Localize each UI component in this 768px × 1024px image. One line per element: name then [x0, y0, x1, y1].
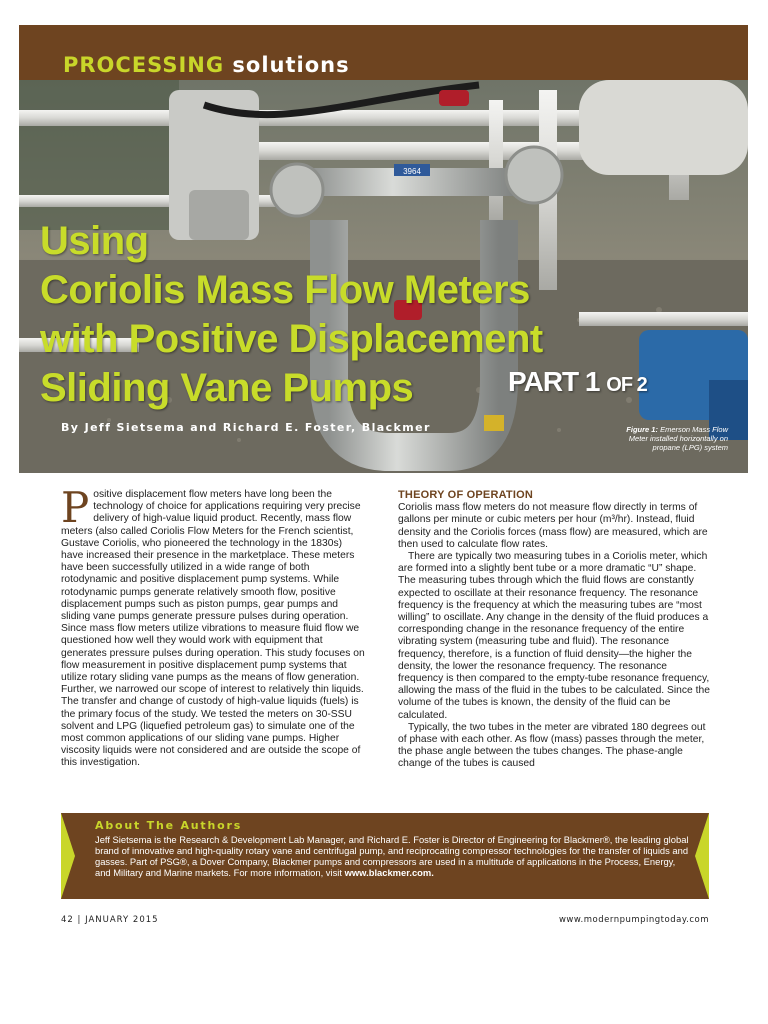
part-label	[508, 366, 647, 398]
about-body: Jeff Sietsema is the Research & Development Lab Manager, and Richard E. Foster is Director of Engineering for Blackmer®, the leading global brand of innovative and high-quality rotary vane and centrifugal pump, and reciprocating compressor technologies for the transfer of liquids and gasses. Part of PSG®, a Dover Company, Blackmer pumps and compressors are used in a multitude of applications in the Process, Energy, and Military and Marine markets. For more information, visit	[95, 834, 689, 878]
intro-column	[61, 483, 365, 770]
about-text	[95, 834, 690, 878]
figure-caption	[620, 425, 728, 452]
title-line: with Positive Displacement	[40, 317, 543, 361]
part-of: OF 2	[606, 374, 647, 396]
about-right-arrow	[695, 813, 709, 899]
byline: By Jeff Sietsema and Richard E. Foster, Blackmer	[61, 421, 431, 434]
about-link[interactable]: www.blackmer.com.	[344, 867, 434, 878]
theory-paragraph-3: Typically, the two tubes in the meter are vibrated 180 degrees out of phase with each other. As flow (mass) passes through the meter, the phase angle between the tubes changes. The phase-angle change of the tubes is caused	[398, 721, 706, 770]
part-number: PART 1	[508, 366, 600, 397]
theory-paragraph-1: Coriolis mass flow meters do not measure flow directly in terms of gallons per minute or cubic meters per hour (m³/hr). Instead, fluid density and the Coriolis forces (mass flow) are measured, which are then used to calculate flow rates.	[398, 502, 708, 550]
title-line: Using	[40, 219, 149, 263]
dropcap: P	[61, 483, 90, 532]
section-label: PROCESSING	[63, 53, 225, 77]
section-title	[63, 53, 350, 77]
section-heading: THEORY OF OPERATION	[398, 489, 533, 501]
article-title	[40, 217, 543, 413]
title-line: Coriolis Mass Flow Meters	[40, 268, 530, 312]
figure-caption-text: Emerson Mass Flow Meter installed horizontally on propane (LPG) system	[628, 425, 728, 452]
theory-paragraph-2: There are typically two measuring tubes in a Coriolis meter, which are formed into a slightly bent tube or a more dramatic “U” shape. The measuring tubes through which the fluid flows are constantly expected to oscillate at their resonance frequency. The resonance frequency is the frequency at which the measuring tubes are “most willing” to oscillate. Any change in the density of the fluid produces a corresponding change in the resonance frequency of the entire vibrating system (measuring tube and fluid). The resonance frequency, therefore, is a function of fluid density—the higher the density, the lower the resonance frequency. The resonance frequency is then compared to the empty-tube resonance frequency, allowing the mass of the fluid in the tubes to be calculated. Since the volume of the tubes is known, the density of the fluid can be calculated.	[398, 551, 710, 721]
section-sublabel: solutions	[232, 53, 350, 77]
meter-tag: 3964	[403, 167, 421, 176]
website-link[interactable]: www.modernpumpingtoday.com	[558, 915, 709, 925]
intro-paragraph: ositive displacement flow meters have long been the technology of choice for applications requiring very precise delivery of high-value liquid product. Recently, mass flow meters (also called Coriolis Flow Meters for the French scientist, Gustave Coriolis, who pioneered the technology in the 1830s) have increased their presence in the marketplace. These meters have been successfully utilized in a wide range of both rotodynamic and positive displacement pump systems. While rotodynamic pumps generate relatively smooth flow, positive displacement pumps such as piston pumps, gear pumps and sliding vane pumps generate pressure pulses during operation. Since mass flow meters utilize vibrations to measure fluid flow we questioned how well they would work with equipment that generates pressure pulses during operation. This study focuses on flow measurement in positive displacement pump systems that utilize rotary sliding vane pumps as the means of flow generation. Further, we narrowed our scope of interest to relatively thin liquids. The transfer and change of custody of high-value liquids (fuels) is the primary focus of the study. We tested the meters on 30-SSU solvent and LPG (liquefied petroleum gas) to simulate one of the most common applications of our sliding vane pumps. Higher viscosity liquids were not considered and are outside the scope of this investigation.	[61, 489, 365, 769]
title-line: Sliding Vane Pumps	[40, 366, 414, 410]
about-title: About The Authors	[95, 819, 243, 832]
theory-column	[398, 489, 714, 771]
page-number: 42 | JANUARY 2015	[61, 915, 159, 925]
figure-caption-label: Figure 1:	[626, 425, 658, 434]
about-left-arrow	[61, 813, 75, 899]
